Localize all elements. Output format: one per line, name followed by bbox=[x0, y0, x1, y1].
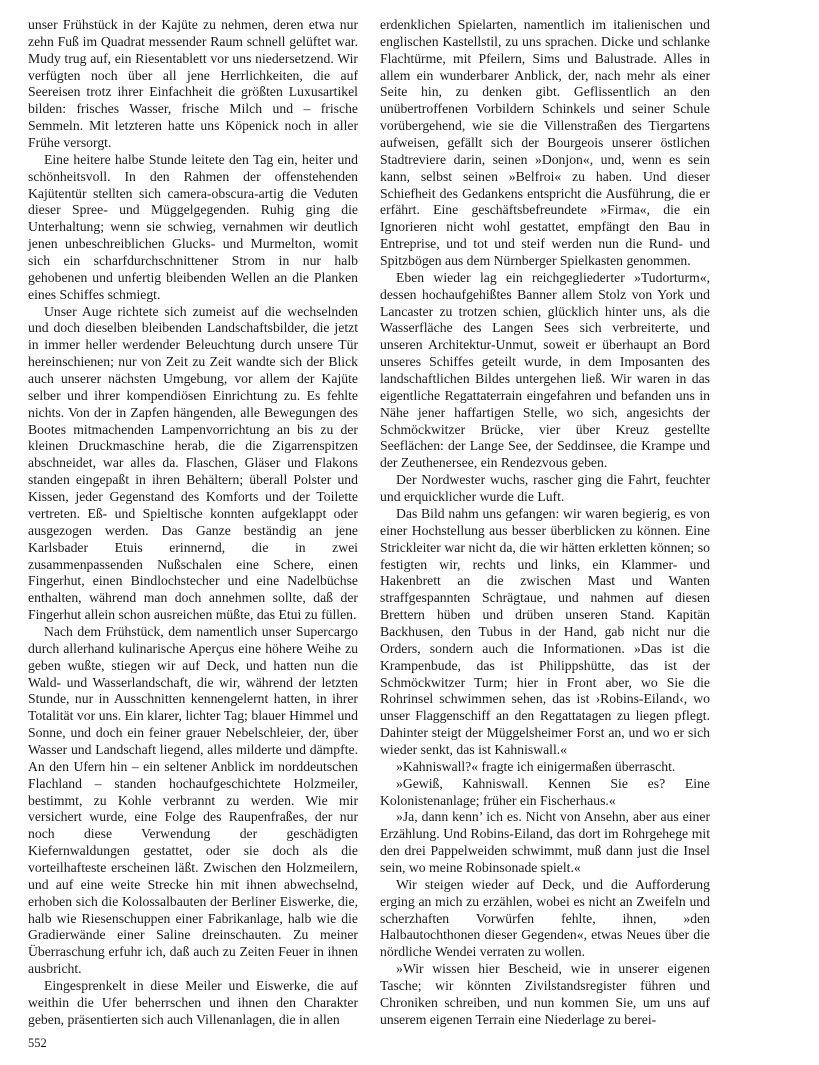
paragraph: Eben wieder lag ein reichgegliederter »Tudorturm«, dessen hochaufgehißtes Banner allem Stolz von York und Lancaster zu trotzen schien, glücklich hinter uns, als die Wasserfläche des Langen Sees sich verbreiterte, und unseren Architektur-Unmut, soweit er überhaupt an Bord unseres Schiffes geteilt wurde, in dem Imposanten des landschaftlichen Bildes untergehen ließ. Wir waren in das eigentliche Regattaterrain eingefahren und befanden uns in Nähe jener haffartigen Stelle, wo sich, angesichts der Schmöckwitzer Brücke, vier über Kreuz gestellte Seeflächen: der Lange See, der Seddinsee, die Krampe und der Zeuthenersee, ein Rendezvous geben. bbox=[380, 269, 710, 471]
paragraph: Wir steigen wieder auf Deck, und die Aufforderung erging an mich zu erzählen, wobei es nicht an Zweifeln und scherzhaften Vorwürfen fehlte, ihnen, »den Halbautochthonen dieser Gegenden«, etwas Neues über die nördliche Wendei verraten zu wollen. bbox=[380, 876, 710, 960]
right-column bbox=[380, 17, 710, 1029]
paragraph: »Ja, dann kenn’ ich es. Nicht von Ansehn, aber aus einer Erzählung. Und Robins-Eiland, das dort im Rohrgehege mit den drei Pappelweiden schwimmt, muß dann just die Insel sein, wo meine Robinsonade spielt.« bbox=[380, 809, 710, 875]
paragraph: erdenklichen Spielarten, namentlich im italienischen und englischen Kastellstil, zu uns sprachen. Dicke und schlanke Flachtürme, mit Pfeilern, Sims und Balustrade. Alles in allem ein wunderbarer Anblick, der, nach mehr als einer Seite hin, zu denken gibt. Geflissentlich an den unübertroffenen Vorbildern Schinkels und seiner Schule vorübergehend, wie sie die Villenstraßen des Tiergartens aufweisen, gefällt sich der Bourgeois unserer östlichen Stadtreviere darin, seinen »Donjon«, und, wenn es sein kann, selbst seinen »Belfroi« zu haben. Und dieser Schiefheit des Gedankens entspricht die Ausführung, die er erfährt. Eine geschäftsbefreundete »Firma«, die ein Ignorieren nicht wohl gestattet, empfängt den Bau in Entreprise, und tot und steif werden nun die Rund- und Spitzbögen aus dem Nürnberger Spielkasten genommen. bbox=[380, 17, 710, 269]
left-column bbox=[28, 17, 358, 1029]
paragraph: »Wir wissen hier Bescheid, wie in unserer eigenen Tasche; wir könnten Zivilstandsregister führen und Chroniken schreiben, und nun kommen Sie, um uns auf unserem eigenen Terrain eine Niederlage zu berei- bbox=[380, 961, 710, 1027]
paragraph: Unser Auge richtete sich zumeist auf die wechselnden und doch dieselben bleibenden Landschaftsbilder, die jetzt in immer heller werdender Beleuchtung durch unsere Tür hereinschienen; nur von Zeit zu Zeit wandte sich der Blick auch unserer nächsten Umgebung, vor allem der Kajüte selber und ihrer kompendiösen Einrichtung zu. Es fehlte nichts. Von der in Zapfen hängenden, alle Bewegungen des Bootes mitmachenden Lampenvorrichtung an bis zu der kleinen Druckmaschine herab, die die Zigarrenspitzen abschneidet, war alles da. Flaschen, Gläser und Flakons standen eingepaßt in ihren Behältern; überall Polster und Kissen, jeder Gegenstand des Komforts und der Toilette vertreten. Eß- und Spieltische konnten aufgeklappt oder ausgezogen werden. Das Ganze beständig an jene Karlsbader Etuis erinnernd, die in zwei zusammenpassenden Nußschalen eine Schere, einen Fingerhut, einen Bindlochstecher und eine Nadelbüchse enthalten, während man doch annehmen sollte, daß der Fingerhut allein schon ausreichen müßte, das Etui zu füllen. bbox=[28, 303, 358, 623]
paragraph: Der Nordwester wuchs, rascher ging die Fahrt, feuchter und erquicklicher wurde die Luft. bbox=[380, 472, 710, 505]
paragraph: Eine heitere halbe Stunde leitete den Tag ein, heiter und schönheitsvoll. In den Rahmen der offenstehenden Kajütentür stellten sich camera-obscura-artig die Veduten dieser Spree- und Müggelgegenden. Ruhig ging die Unterhaltung; wenn sie schwieg, vernahmen wir deutlich jenen unbeschreiblichen Glucks- und Murmelton, womit sich ein scharfdurchschnittener Strom in nur halb gehobenen und unfertig bleibenden Wellen an die Planken eines Schiffes schmiegt. bbox=[28, 151, 358, 302]
paragraph: »Gewiß, Kahniswall. Kennen Sie es? Eine Kolonistenanlage; früher ein Fischerhaus.« bbox=[380, 775, 710, 808]
paragraph: unser Frühstück in der Kajüte zu nehmen, deren etwa nur zehn Fuß im Quadrat messender Raum schnell gelüftet war. Mudy trug auf, ein Riesentablett vor uns niedersetzend. Wir verfügten noch über all jene Herrlichkeiten, die auf Seereisen trotz ihrer Einfachheit die größten Luxusartikel bilden: frisches Wasser, frische Milch und – frische Semmeln. Mit letzteren hatte uns Köpenick noch in aller Frühe versorgt. bbox=[28, 17, 358, 151]
paragraph: Nach dem Frühstück, dem namentlich unser Supercargo durch allerhand kulinarische Aperçus eine höhere Weihe zu geben wußte, stiegen wir auf Deck, und hatten nun die Wald- und Wasserlandschaft, die wir, während der letzten Stunde, nur in Ausschnitten kennengelernt hatten, in ihrer Totalität vor uns. Ein klarer, lichter Tag; blauer Himmel und Sonne, und doch ein feiner grauer Nebelschleier, der, über Wasser und Landschaft liegend, alles milderte und dämpfte. An den Ufern hin – ein seltener Anblick im norddeutschen Flachland – standen hochaufgeschichtete Holzmeiler, bestimmt, zu Kohle verbrannt zu werden. Wie mir versichert wurde, eine Folge des Raupenfraßes, der nur noch diese Verwendung der geschädigten Kiefernwaldungen gestattet, oder sie doch als die vorteilhafteste erscheinen läßt. Zwischen den Holzmeilern, und auf eine weite Strecke hin mit ihnen abwechselnd, erhoben sich die Kolossalbauten der Berliner Eiswerke, die, halb wie Riesenschuppen einer Fabrikanlage, halb wie die Gradierwände einer Saline dreinschauten. Zu meiner Überraschung erfuhr ich, daß auch zu Zeiten Feuer in ihnen ausbricht. bbox=[28, 623, 358, 977]
page-number: 552 bbox=[28, 1036, 47, 1050]
paragraph: Das Bild nahm uns gefangen: wir waren begierig, es von einer Hochstellung aus besser überblicken zu können. Eine Strickleiter war nicht da, die wir hätten erkletten können; so festigten wir, rechts und links, ein Klammer- und Hakenbrett an die zwischen Mast und Wanten straffgespannten Schrägtaue, und nahmen auf diesen Brettern hüben und drüben unseren Stand. Kapitän Backhusen, den Tubus in der Hand, gab nicht nur die Orders, sondern auch die Informationen. »Das ist die Krampenbude, das ist Philippshütte, das ist der Schmöckwitzer Turm; hier in Front aber, wo Sie die Rohrinsel schwimmen sehen, das ist ›Robins-Eiland‹, wo unser Flaggenschiff an den Regattatagen zu liegen pflegt. Dahinter steigt der Müggelsheimer Forst an, und wo er sich wieder senkt, das ist Kahniswall.« bbox=[380, 505, 710, 757]
paragraph: »Kahniswall?« fragte ich einigermaßen überrascht. bbox=[396, 758, 676, 774]
paragraph: Eingesprenkelt in diese Meiler und Eiswerke, die auf weithin die Ufer beherrschen und ihnen den Charakter geben, präsentierten sich auch Villenanlagen, die in allen bbox=[28, 977, 358, 1027]
